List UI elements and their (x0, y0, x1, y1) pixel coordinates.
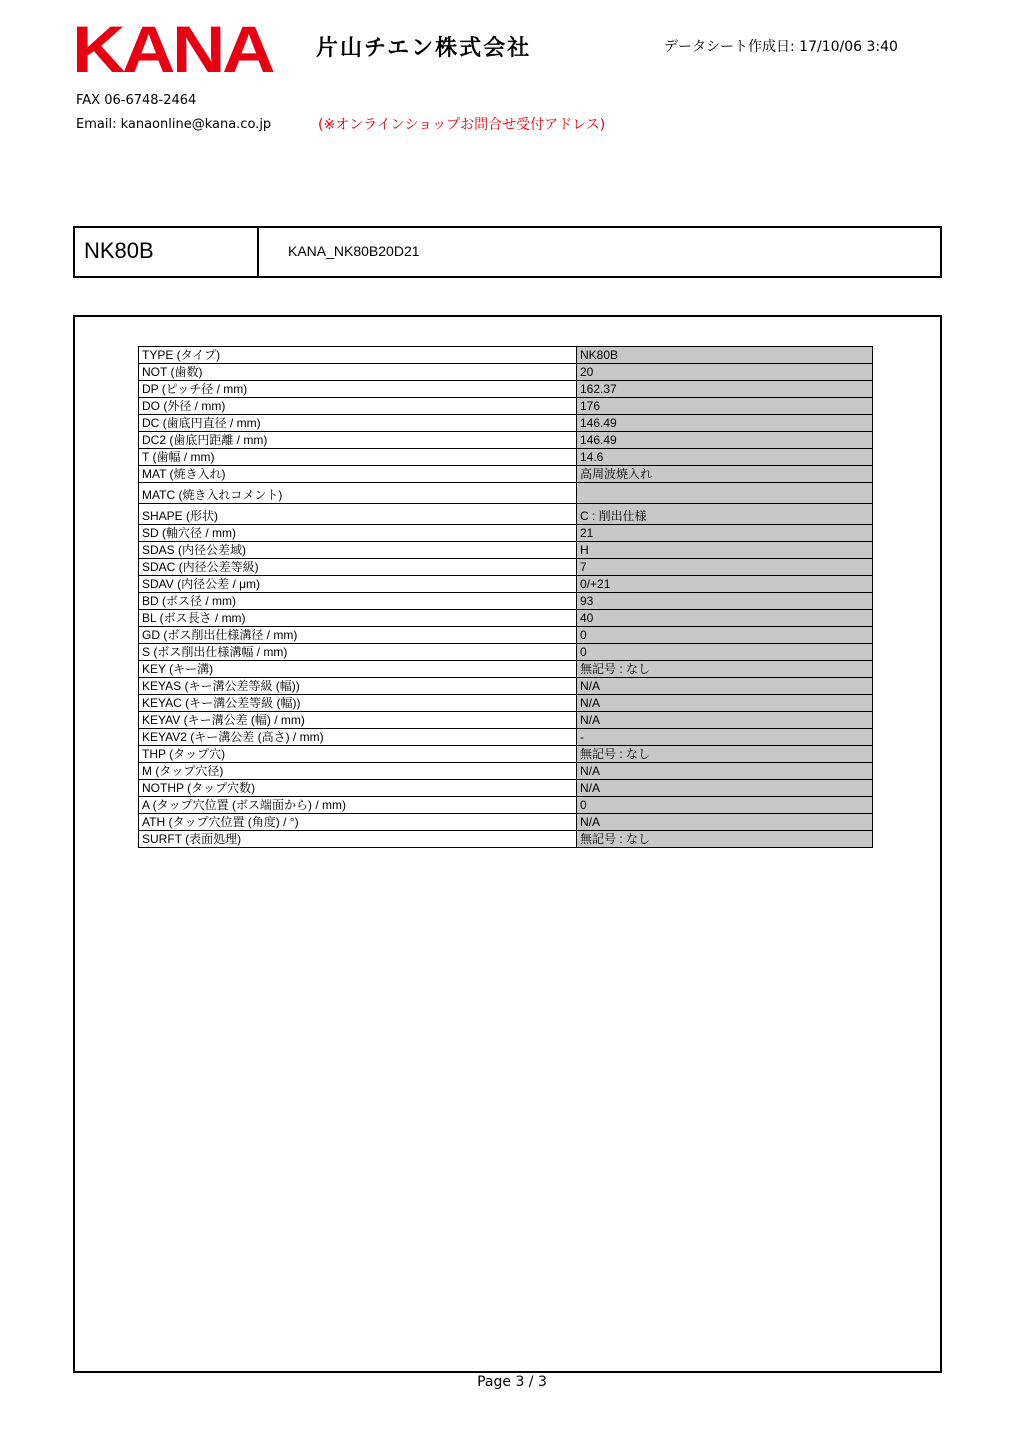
spec-value: NK80B (577, 347, 873, 364)
spec-row (139, 398, 873, 415)
spec-row (139, 831, 873, 848)
spec-row (139, 593, 873, 610)
spec-row (139, 644, 873, 661)
spec-label: NOTHP (タップ穴数) (139, 780, 577, 797)
spec-row (139, 661, 873, 678)
kana-logo: KANA (72, 12, 273, 86)
spec-value: 無記号 : なし (577, 831, 873, 848)
product-title-box (73, 226, 942, 278)
spec-value: N/A (577, 695, 873, 712)
spec-value: C : 削出仕様 (577, 504, 873, 525)
spec-row (139, 678, 873, 695)
fax-number: FAX 06-6748-2464 (76, 93, 197, 108)
spec-value (577, 483, 873, 504)
spec-row (139, 415, 873, 432)
spec-value: 0 (577, 797, 873, 814)
spec-value: N/A (577, 814, 873, 831)
spec-row (139, 746, 873, 763)
page-number: Page 3 / 3 (477, 1374, 547, 1390)
product-model: NK80B (75, 228, 259, 276)
spec-row (139, 695, 873, 712)
spec-value: 14.6 (577, 449, 873, 466)
spec-row (139, 432, 873, 449)
spec-value: 0 (577, 644, 873, 661)
spec-value: N/A (577, 712, 873, 729)
spec-value: H (577, 542, 873, 559)
spec-label: DP (ピッチ径 / mm) (139, 381, 577, 398)
spec-table-body (139, 347, 873, 848)
spec-label: TYPE (タイプ) (139, 347, 577, 364)
spec-value: 高周波焼入れ (577, 466, 873, 483)
spec-row (139, 381, 873, 398)
spec-value: 162.37 (577, 381, 873, 398)
spec-row (139, 610, 873, 627)
spec-label: MATC (焼き入れコメント) (139, 483, 577, 504)
contact-email: Email: kanaonline@kana.co.jp (76, 117, 272, 132)
spec-row (139, 483, 873, 504)
spec-row (139, 627, 873, 644)
spec-value: 40 (577, 610, 873, 627)
spec-value: N/A (577, 780, 873, 797)
spec-value: 146.49 (577, 415, 873, 432)
spec-row (139, 449, 873, 466)
spec-value: 無記号 : なし (577, 661, 873, 678)
spec-value: 20 (577, 364, 873, 381)
spec-label: KEY (キー溝) (139, 661, 577, 678)
spec-row (139, 559, 873, 576)
spec-label: SDAS (内径公差域) (139, 542, 577, 559)
spec-value: 無記号 : なし (577, 746, 873, 763)
spec-label: MAT (焼き入れ) (139, 466, 577, 483)
spec-label: SDAC (内径公差等級) (139, 559, 577, 576)
spec-label: BL (ボス長さ / mm) (139, 610, 577, 627)
spec-label: DC (歯底円直径 / mm) (139, 415, 577, 432)
spec-row (139, 576, 873, 593)
spec-value: 0 (577, 627, 873, 644)
spec-label: NOT (歯数) (139, 364, 577, 381)
spec-row (139, 780, 873, 797)
spec-row (139, 466, 873, 483)
spec-value: 93 (577, 593, 873, 610)
spec-label: DO (外径 / mm) (139, 398, 577, 415)
spec-label: THP (タップ穴) (139, 746, 577, 763)
spec-row (139, 364, 873, 381)
online-shop-note: (※オンラインショップお問合せ受付アドレス) (318, 117, 606, 133)
spec-row (139, 814, 873, 831)
spec-label: GD (ボス削出仕様溝径 / mm) (139, 627, 577, 644)
spec-label: SD (軸穴径 / mm) (139, 525, 577, 542)
spec-label: KEYAV (キー溝公差 (幅) / mm) (139, 712, 577, 729)
spec-value: 146.49 (577, 432, 873, 449)
spec-label: KEYAS (キー溝公差等級 (幅)) (139, 678, 577, 695)
spec-value: N/A (577, 678, 873, 695)
company-name: 片山チエン株式会社 (316, 36, 532, 61)
spec-label: ATH (タップ穴位置 (角度) / °) (139, 814, 577, 831)
spec-label: T (歯幅 / mm) (139, 449, 577, 466)
spec-value: 7 (577, 559, 873, 576)
spec-label: S (ボス削出仕様溝幅 / mm) (139, 644, 577, 661)
product-part-number: KANA_NK80B20D21 (288, 243, 420, 259)
spec-row (139, 763, 873, 780)
spec-label: SURFT (表面処理) (139, 831, 577, 848)
spec-value: N/A (577, 763, 873, 780)
spec-label: SHAPE (形状) (139, 504, 577, 525)
spec-value: 176 (577, 398, 873, 415)
spec-value: - (577, 729, 873, 746)
spec-label: KEYAV2 (キー溝公差 (高さ) / mm) (139, 729, 577, 746)
spec-label: A (タップ穴位置 (ボス端面から) / mm) (139, 797, 577, 814)
spec-row (139, 797, 873, 814)
spec-table (138, 346, 873, 848)
spec-row (139, 542, 873, 559)
spec-row (139, 729, 873, 746)
spec-row (139, 504, 873, 525)
spec-label: M (タップ穴径) (139, 763, 577, 780)
spec-label: KEYAC (キー溝公差等級 (幅)) (139, 695, 577, 712)
spec-value: 0/+21 (577, 576, 873, 593)
spec-row (139, 525, 873, 542)
spec-row (139, 347, 873, 364)
spec-label: DC2 (歯底円距離 / mm) (139, 432, 577, 449)
datasheet-created-date: データシート作成日: 17/10/06 3:40 (664, 39, 898, 55)
spec-label: SDAV (内径公差 / μm) (139, 576, 577, 593)
spec-row (139, 712, 873, 729)
spec-label: BD (ボス径 / mm) (139, 593, 577, 610)
spec-value: 21 (577, 525, 873, 542)
